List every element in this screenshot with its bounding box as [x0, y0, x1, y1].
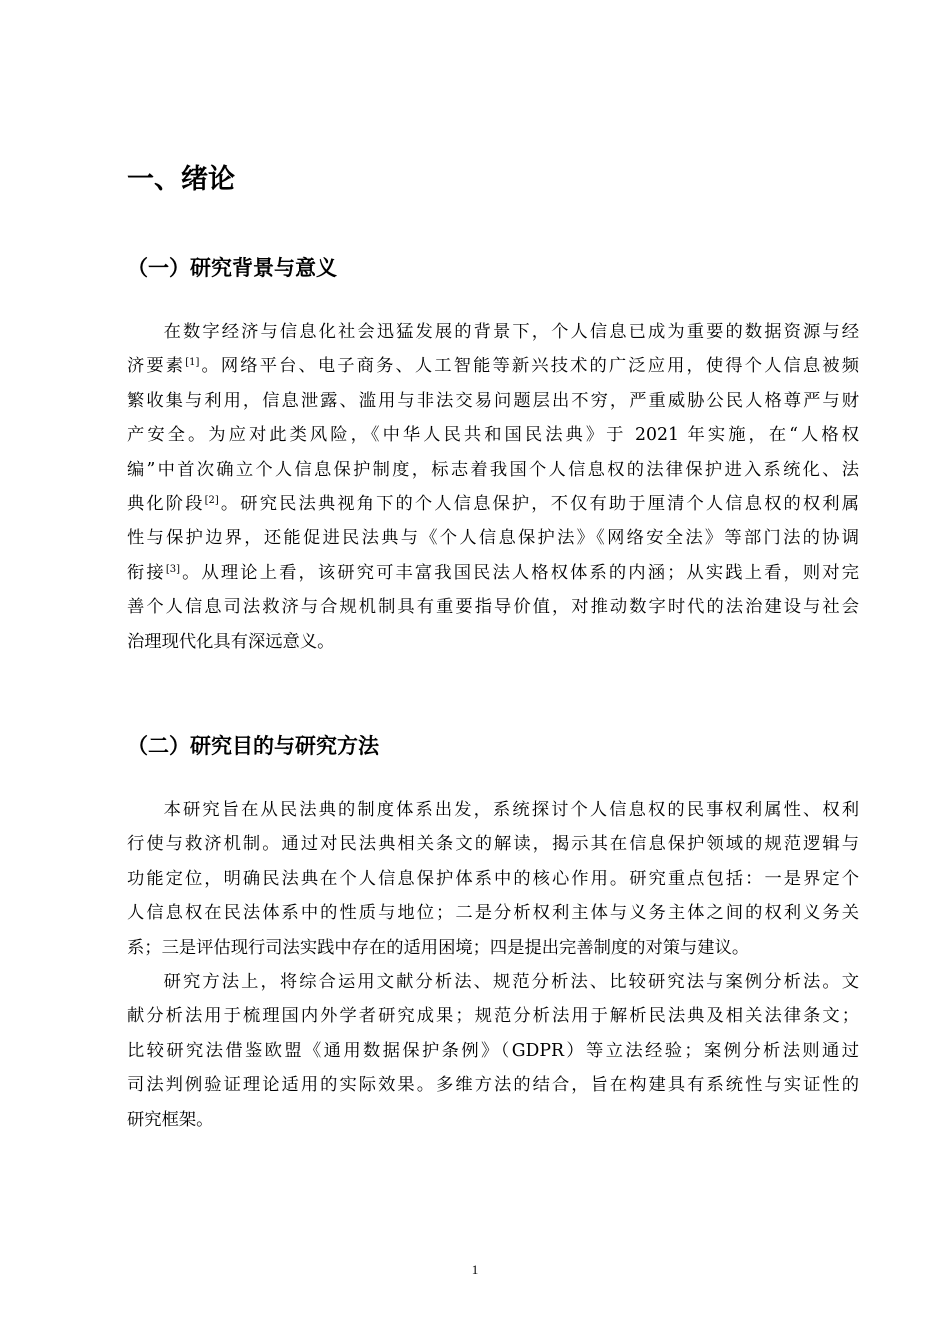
text-line: 比较研究法借鉴欧盟《通用数据保护条例》（GDPR）等立法经验；案例分析法则通过	[127, 1040, 859, 1061]
text-line: 功能定位，明确民法典在个人信息保护体系中的核心作用。研究重点包括：一是界定个	[127, 868, 859, 889]
text-line: 性与保护边界，还能促进民法典与《个人信息保护法》《网络安全法》等部门法的协调	[127, 528, 859, 549]
text-line: 在数字经济与信息化社会迅猛发展的背景下，个人信息已成为重要的数据资源与经	[161, 322, 859, 342]
section-heading-purpose-methods: （二）研究目的与研究方法	[127, 734, 379, 758]
text-line: 济要素[1]。网络平台、电子商务、人工智能等新兴技术的广泛应用，使得个人信息被频	[127, 356, 859, 377]
text-line: 研究框架。	[127, 1109, 214, 1130]
citation-ref-2: [2]	[204, 494, 219, 506]
text-line: 繁收集与利用，信息泄露、滥用与非法交易问题层出不穷，严重威胁公民人格尊严与财	[127, 390, 859, 411]
text-line: 人信息权在民法体系中的性质与地位；二是分析权利主体与义务主体之间的权利义务关	[127, 903, 859, 924]
text-line: 典化阶段[2]。研究民法典视角下的个人信息保护，不仅有助于厘清个人信息权的权利属	[127, 493, 859, 514]
text-line: 产安全。为应对此类风险，《中华人民共和国民法典》于 2021 年实施，在“人格权	[127, 425, 859, 446]
paragraph-purpose	[127, 793, 859, 965]
text-line: 治理现代化具有深远意义。	[127, 631, 335, 652]
page-number: 1	[471, 1262, 479, 1277]
text-line: 献分析法用于梳理国内外学者研究成果；规范分析法用于解析民法典及相关法律条文；	[127, 1006, 859, 1027]
paragraph-methods	[127, 965, 859, 1137]
paragraph-background	[127, 315, 859, 659]
text-line: 系；三是评估现行司法实践中存在的适用困境；四是提出完善制度的对策与建议。	[127, 937, 750, 958]
text-line: 司法判例验证理论适用的实际效果。多维方法的结合，旨在构建具有系统性与实证性的	[127, 1075, 859, 1096]
chapter-heading: 一、绪论	[127, 164, 235, 195]
text-line: 衔接[3]。从理论上看，该研究可丰富我国民法人格权体系的内涵；从实践上看，则对完	[127, 562, 859, 583]
text-line: 本研究旨在从民法典的制度体系出发，系统探讨个人信息权的民事权利属性、权利	[161, 800, 859, 820]
text-line: 编”中首次确立个人信息保护制度，标志着我国个人信息权的法律保护进入系统化、法	[127, 459, 859, 480]
text-line: 行使与救济机制。通过对民法典相关条文的解读，揭示其在信息保护领域的规范逻辑与	[127, 834, 859, 855]
text-line: 善个人信息司法救济与合规机制具有重要指导价值，对推动数字时代的法治建设与社会	[127, 597, 859, 618]
text-line: 研究方法上，将综合运用文献分析法、规范分析法、比较研究法与案例分析法。文	[161, 972, 859, 992]
citation-ref-3: [3]	[165, 563, 180, 575]
citation-ref-1: [1]	[185, 357, 200, 369]
section-heading-background: （一）研究背景与意义	[127, 256, 337, 280]
